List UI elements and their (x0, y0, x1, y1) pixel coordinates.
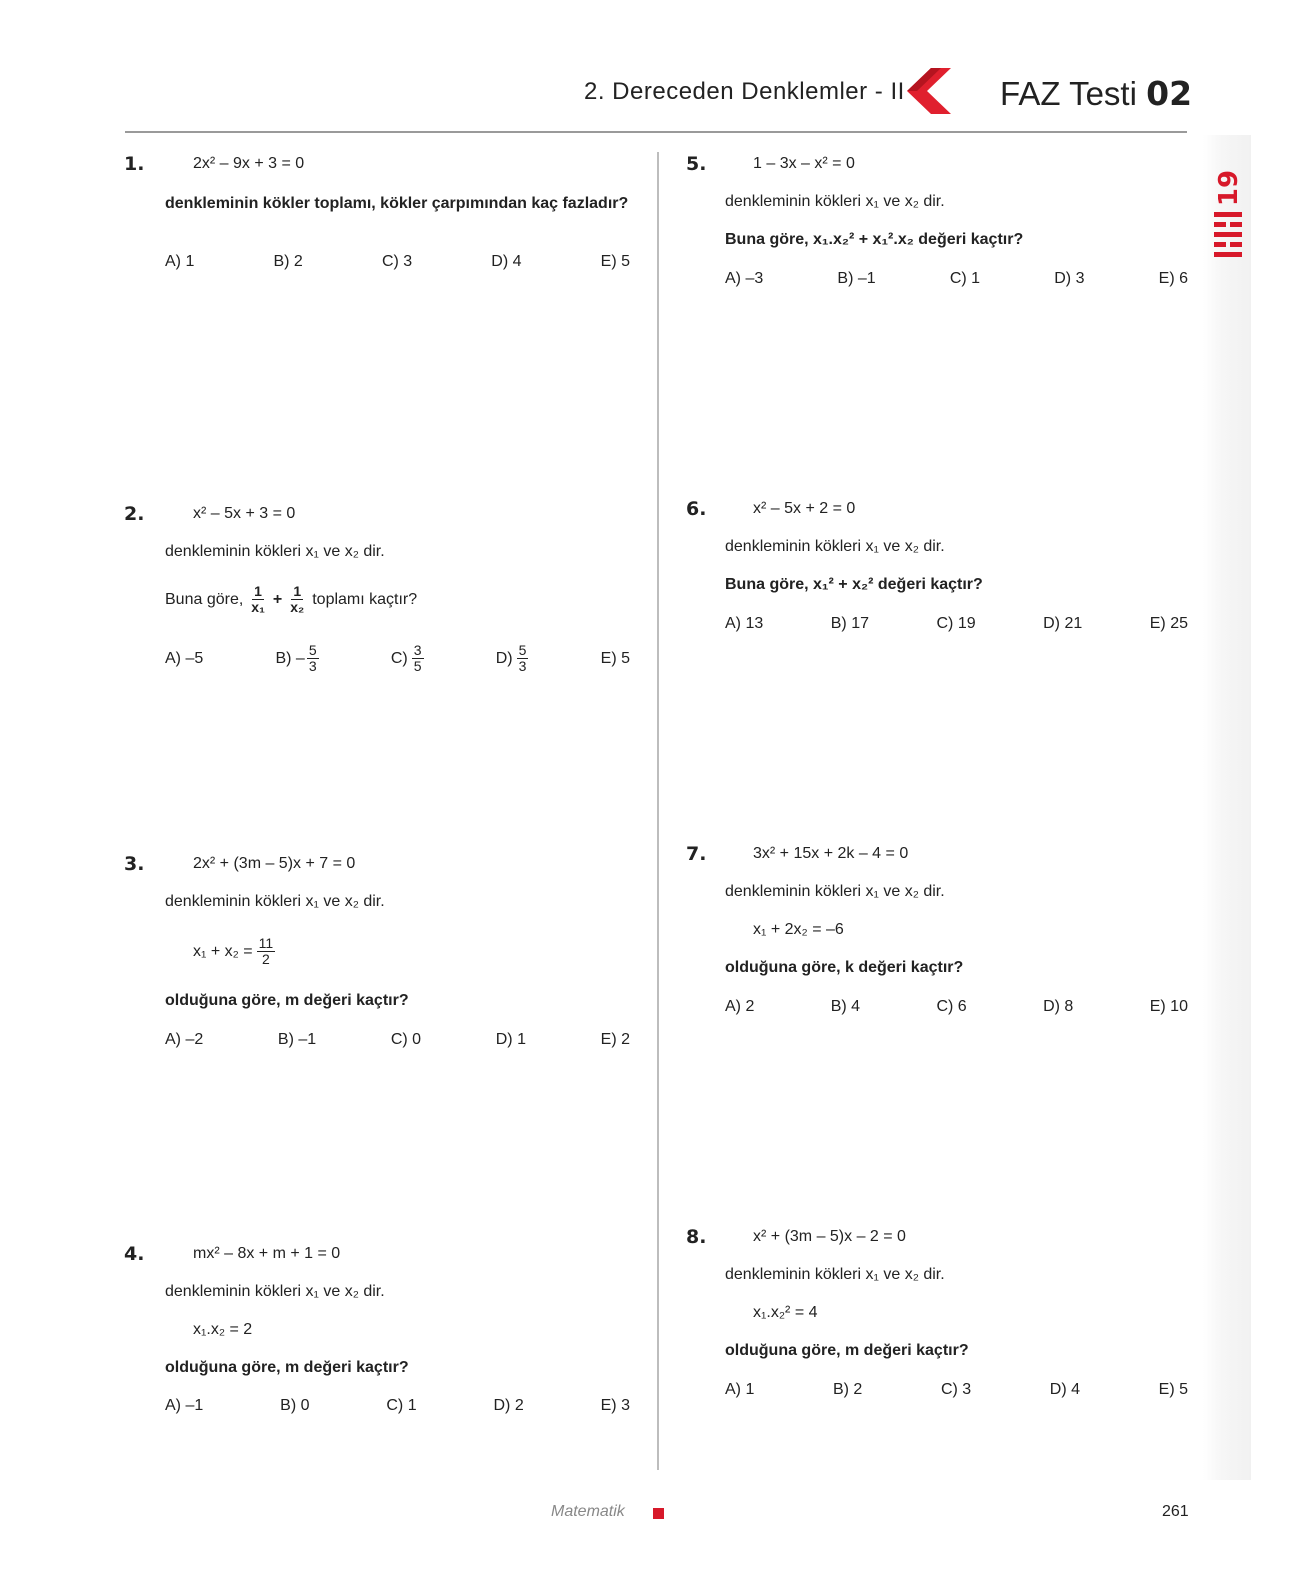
q3-condition-den: 2 (262, 951, 270, 967)
side-tab-number: 19 (1214, 169, 1244, 207)
q7-option-c[interactable]: C) 6 (936, 998, 967, 1015)
q7-options (725, 998, 1188, 1016)
q4-number: 4. (124, 1243, 145, 1265)
q2-option-c[interactable] (391, 643, 424, 674)
q7-option-a[interactable]: A) 2 (725, 998, 755, 1015)
q4-option-e[interactable]: E) 3 (600, 1397, 630, 1414)
q5-option-a[interactable]: A) –3 (725, 270, 764, 287)
q4-question: olduğuna göre, m değeri kaçtır? (165, 1359, 409, 1376)
q5-intro: denkleminin kökleri x₁ ve x₂ dir. (725, 193, 945, 210)
q4-option-d[interactable]: D) 2 (493, 1397, 524, 1414)
q8-options (725, 1381, 1188, 1399)
q4-option-b[interactable]: B) 0 (280, 1397, 310, 1414)
q2-option-b[interactable] (275, 643, 318, 674)
q1-option-e[interactable]: E) 5 (600, 253, 630, 270)
q8-option-a[interactable]: A) 1 (725, 1381, 755, 1398)
q1-option-a[interactable]: A) 1 (165, 253, 195, 270)
q2-option-d-label: D) (495, 649, 513, 667)
q3-option-b[interactable]: B) –1 (277, 1031, 317, 1048)
q6-option-d[interactable]: D) 21 (1043, 615, 1083, 632)
q2-intro: denkleminin kökleri x₁ ve x₂ dir. (165, 543, 385, 560)
q2-option-b-num: 5 (308, 642, 317, 658)
q5-equation: 1 – 3x – x² = 0 (753, 155, 855, 172)
q6-number: 6. (686, 498, 707, 520)
q6-options (725, 615, 1188, 633)
q5-number: 5. (686, 153, 707, 175)
q2-option-a[interactable]: A) –5 (165, 649, 204, 667)
q5-options (725, 270, 1188, 288)
q3-options (165, 1031, 630, 1049)
q2-option-c-den: 5 (413, 658, 422, 674)
q1-equation: 2x² – 9x + 3 = 0 (193, 155, 305, 172)
q7-option-e[interactable]: E) 10 (1149, 998, 1188, 1015)
q5-question: Buna göre, x₁.x₂² + x₁².x₂ değeri kaçtır? (725, 231, 1024, 248)
test-title (1000, 74, 1192, 113)
q7-option-b[interactable]: B) 4 (830, 998, 861, 1015)
q3-option-d[interactable]: D) 1 (495, 1031, 526, 1048)
q7-question: olduğuna göre, k değeri kaçtır? (725, 959, 964, 976)
q5-option-c[interactable]: C) 1 (949, 270, 981, 287)
q7-condition: x₁ + 2x₂ = –6 (753, 921, 844, 938)
q8-intro: denkleminin kökleri x₁ ve x₂ dir. (725, 1266, 945, 1283)
side-tab-code (1207, 148, 1247, 260)
q6-option-e[interactable]: E) 25 (1149, 615, 1188, 632)
q2-frac-1-den: x₁ (251, 599, 265, 615)
test-label: FAZ Testi (1000, 75, 1137, 112)
q7-equation: 3x² + 15x + 2k – 4 = 0 (753, 845, 909, 862)
q4-condition: x₁.x₂ = 2 (193, 1321, 253, 1338)
q2-prompt-after: toplamı kaçtır? (312, 590, 418, 608)
q3-condition-frac (257, 936, 276, 967)
q2-option-d[interactable] (496, 643, 529, 674)
q8-option-b[interactable]: B) 2 (832, 1381, 863, 1398)
q3-condition (193, 936, 275, 967)
q4-options (165, 1397, 630, 1415)
q2-option-e[interactable]: E) 5 (600, 649, 630, 667)
footer-square-icon (653, 1508, 664, 1519)
q2-option-b-frac (307, 643, 319, 674)
q3-intro: denkleminin kökleri x₁ ve x₂ dir. (165, 893, 385, 910)
column-divider (657, 152, 659, 1470)
chevron-left-icon (905, 68, 953, 114)
q3-condition-num: 11 (258, 935, 274, 951)
q7-intro: denkleminin kökleri x₁ ve x₂ dir. (725, 883, 945, 900)
q2-option-c-num: 3 (413, 642, 422, 658)
side-tab-mark-icon (1214, 212, 1242, 257)
q2-option-d-frac (517, 643, 529, 674)
q8-option-c[interactable]: C) 3 (940, 1381, 972, 1398)
header-divider (125, 131, 1187, 133)
q6-question: Buna göre, x₁² + x₂² değeri kaçtır? (725, 576, 983, 593)
q4-equation: mx² – 8x + m + 1 = 0 (193, 1245, 341, 1262)
q4-intro: denkleminin kökleri x₁ ve x₂ dir. (165, 1283, 385, 1300)
q3-option-c[interactable]: C) 0 (390, 1031, 422, 1048)
side-tab-strip (1203, 135, 1251, 1480)
q3-condition-left: x₁ + x₂ = (193, 942, 253, 960)
q5-option-b[interactable]: B) –1 (837, 270, 876, 287)
q2-frac-2-den: x₂ (290, 599, 305, 615)
q3-option-a[interactable]: A) –2 (165, 1031, 204, 1048)
page-number: 261 (1162, 1503, 1189, 1520)
q2-number: 2. (124, 503, 145, 525)
chapter-title: 2. Dereceden Denklemler - II (584, 78, 905, 105)
q1-question: denkleminin kökler toplamı, kökler çarpımından kaç fazladır? (165, 195, 629, 212)
q2-option-c-label: C) (390, 649, 408, 667)
q2-option-d-num: 5 (518, 642, 527, 658)
q8-question: olduğuna göre, m değeri kaçtır? (725, 1342, 969, 1359)
q8-condition: x₁.x₂² = 4 (753, 1304, 818, 1321)
q4-option-c[interactable]: C) 1 (386, 1397, 417, 1414)
q1-option-b[interactable]: B) 2 (273, 253, 303, 270)
q6-intro: denkleminin kökleri x₁ ve x₂ dir. (725, 538, 945, 555)
q2-frac-1 (249, 584, 267, 615)
q5-option-e[interactable]: E) 6 (1158, 270, 1188, 287)
q3-number: 3. (124, 853, 145, 875)
test-number: 02 (1146, 74, 1193, 113)
q2-options (165, 643, 630, 674)
q1-number: 1. (124, 153, 145, 175)
q7-option-d[interactable]: D) 8 (1043, 998, 1074, 1015)
q8-option-d[interactable]: D) 4 (1049, 1381, 1081, 1398)
q6-option-b[interactable]: B) 17 (830, 615, 869, 632)
q5-option-d[interactable]: D) 3 (1054, 270, 1085, 287)
q6-option-c[interactable]: C) 19 (936, 615, 976, 632)
q2-frac-1-num: 1 (254, 583, 262, 599)
q3-equation: 2x² + (3m – 5)x + 7 = 0 (193, 855, 356, 872)
q1-options (165, 253, 630, 271)
q2-frac-2 (288, 584, 306, 615)
q3-option-e[interactable]: E) 2 (600, 1031, 630, 1048)
q1-option-d[interactable]: D) 4 (491, 253, 522, 270)
q2-option-d-den: 3 (518, 658, 527, 674)
footer-subject: Matematik (551, 1503, 625, 1520)
q2-equation: x² – 5x + 3 = 0 (193, 505, 296, 522)
q2-plus: + (272, 590, 283, 608)
q2-option-b-den: 3 (308, 658, 317, 674)
q2-option-c-frac (412, 643, 424, 674)
q1-option-c[interactable]: C) 3 (381, 253, 413, 270)
q7-number: 7. (686, 843, 707, 865)
q8-option-e[interactable]: E) 5 (1158, 1381, 1188, 1398)
q2-option-b-label: B) – (275, 649, 305, 667)
q2-frac-2-num: 1 (293, 583, 302, 599)
q6-equation: x² – 5x + 2 = 0 (753, 500, 856, 517)
q8-equation: x² + (3m – 5)x – 2 = 0 (753, 1228, 906, 1245)
q6-option-a[interactable]: A) 13 (725, 615, 764, 632)
q2-prompt (165, 584, 417, 615)
q2-prompt-before: Buna göre, (165, 590, 244, 608)
q4-option-a[interactable]: A) –1 (165, 1397, 204, 1414)
q8-number: 8. (686, 1226, 707, 1248)
q3-question: olduğuna göre, m değeri kaçtır? (165, 992, 409, 1009)
